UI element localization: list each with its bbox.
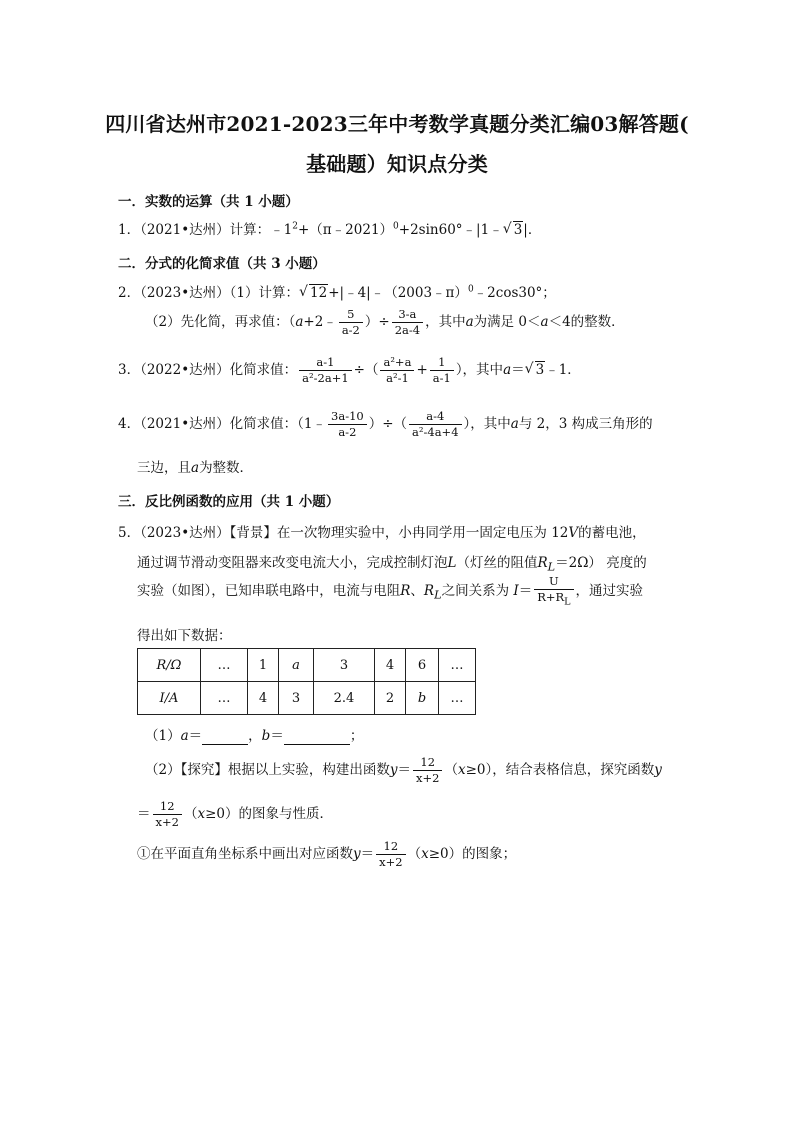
fraction: $\frac{1}{a-1}$: [430, 356, 454, 385]
problem-number: 2．: [118, 285, 141, 301]
section-heading-3: 三．反比例函数的应用（共 1 小题）: [118, 494, 340, 510]
problem-5-line3: 实验（如图），已知串联电路中，电流与电阻R、$R_L$之间关系为 I＝ $\frac{U}{R+R_L}$ ，通过实验: [137, 574, 644, 608]
problem-5-line2: 通过调节滑动变阻器来改变电流大小，完成控制灯泡L（灯丝的阻值$R_L=2\Omega$） 亮度的: [137, 555, 647, 574]
fraction: $\frac{3-a}{2a-4}$: [392, 308, 423, 337]
question-2: （2）【探究】根据以上实验，构建出函数y＝ $\frac{12}{x+2}$ （x≥0），结合表格信息，探究函数y: [145, 755, 662, 786]
page-title-line1: 四川省达州市2021-2023三年中考数学真题分类汇编03解答题(: [105, 112, 689, 136]
fraction: $\frac{12}{x+2}$: [153, 800, 182, 829]
question-2-sub1: ①在平面直角坐标系中画出对应函数y＝ $\frac{12}{x+2}$ （x≥0）的图象；: [137, 839, 517, 870]
problem-5-line4: 得出如下数据：: [137, 628, 232, 644]
problem-2: 2．（2023•达州）（1）计算：√ 12+|﹣4|﹣（2003﹣π）$^0$﹣2cos30°；: [118, 281, 556, 301]
problem-number: 4．: [118, 416, 141, 433]
table-row: R/Ω … 1 a 3 4 6 …: [138, 649, 476, 682]
answer-blank-b: [284, 728, 350, 745]
fraction: $\frac{5}{a-2}$: [339, 308, 363, 337]
problem-1: 1．（2021•达州）计算：$﹣1^2+(\pi﹣2021)^0+2\sin 60^\circ﹣|1﹣√$ 3|．: [118, 218, 541, 238]
question-2-line2: ＝ $\frac{12}{x+2}$ （x≥0）的图象与性质．: [137, 799, 333, 830]
fraction: $\frac{a-1}{\text{a²-2a+1}}$: [299, 356, 351, 385]
data-table: [137, 648, 476, 715]
problem-number: 1．: [118, 222, 141, 238]
page-title-line2: 基础题）知识点分类: [306, 152, 488, 176]
answer-blank-a: [202, 728, 248, 745]
fraction: $\frac{3a-10}{a-2}$: [328, 410, 367, 439]
section-heading-2: 二．分式的化简求值（共 3 小题）: [118, 256, 326, 272]
question-1: （1）a＝ ，b＝ ；: [145, 728, 364, 744]
problem-2-part2: （2）先化简，再求值：（a+2﹣ $\frac{5}{a-2}$ ）÷ $\frac{3-a}{2a-4}$ ，其中a为满足 0＜a＜4的整数．: [145, 307, 625, 338]
fraction: $\frac{\text{a²+a}}{\text{a²-1}}$: [380, 356, 414, 385]
fraction: $\frac{12}{x+2}$: [376, 840, 405, 869]
sqrt-symbol: √ 3: [525, 362, 546, 378]
problem-3: 3．（2022•达州）化简求值： $\frac{a-1}{\text{a²-2a+1}}$ ÷（ $\frac{\text{a²+a}}{\text{a²-1}}$ + $\frac{1}{a-1}$ ），其中a＝√ 3﹣1．: [118, 356, 581, 385]
sqrt-symbol: √ 12: [299, 285, 328, 301]
problem-5-line1: 5．（2023•达州）【背景】在一次物理实验中，小冉同学用一固定电压为 12V的蓄电池，: [118, 525, 646, 541]
problem-number: 3．: [118, 362, 141, 379]
section-heading-1: 一．实数的运算（共 1 小题）: [118, 194, 299, 210]
problem-4: 4．（2021•达州）化简求值：（1﹣ $\frac{3a-10}{a-2}$ ）÷（ $\frac{a-4}{\text{a²-4a+4}}$ ），其中a与 2，3 构成三角形的: [118, 409, 653, 440]
table-row: I/A … 4 3 2.4 2 b …: [138, 682, 476, 715]
fraction: $\frac{a-4}{\text{a²-4a+4}}$: [409, 410, 461, 439]
fraction: $\frac{U}{R+R_L}$: [534, 575, 573, 608]
fraction: $\frac{12}{x+2}$: [413, 756, 442, 785]
problem-4-line2: 三边，且a为整数．: [137, 460, 254, 476]
sqrt-symbol: √ 3: [503, 222, 524, 238]
problem-number: 5．: [118, 525, 141, 541]
